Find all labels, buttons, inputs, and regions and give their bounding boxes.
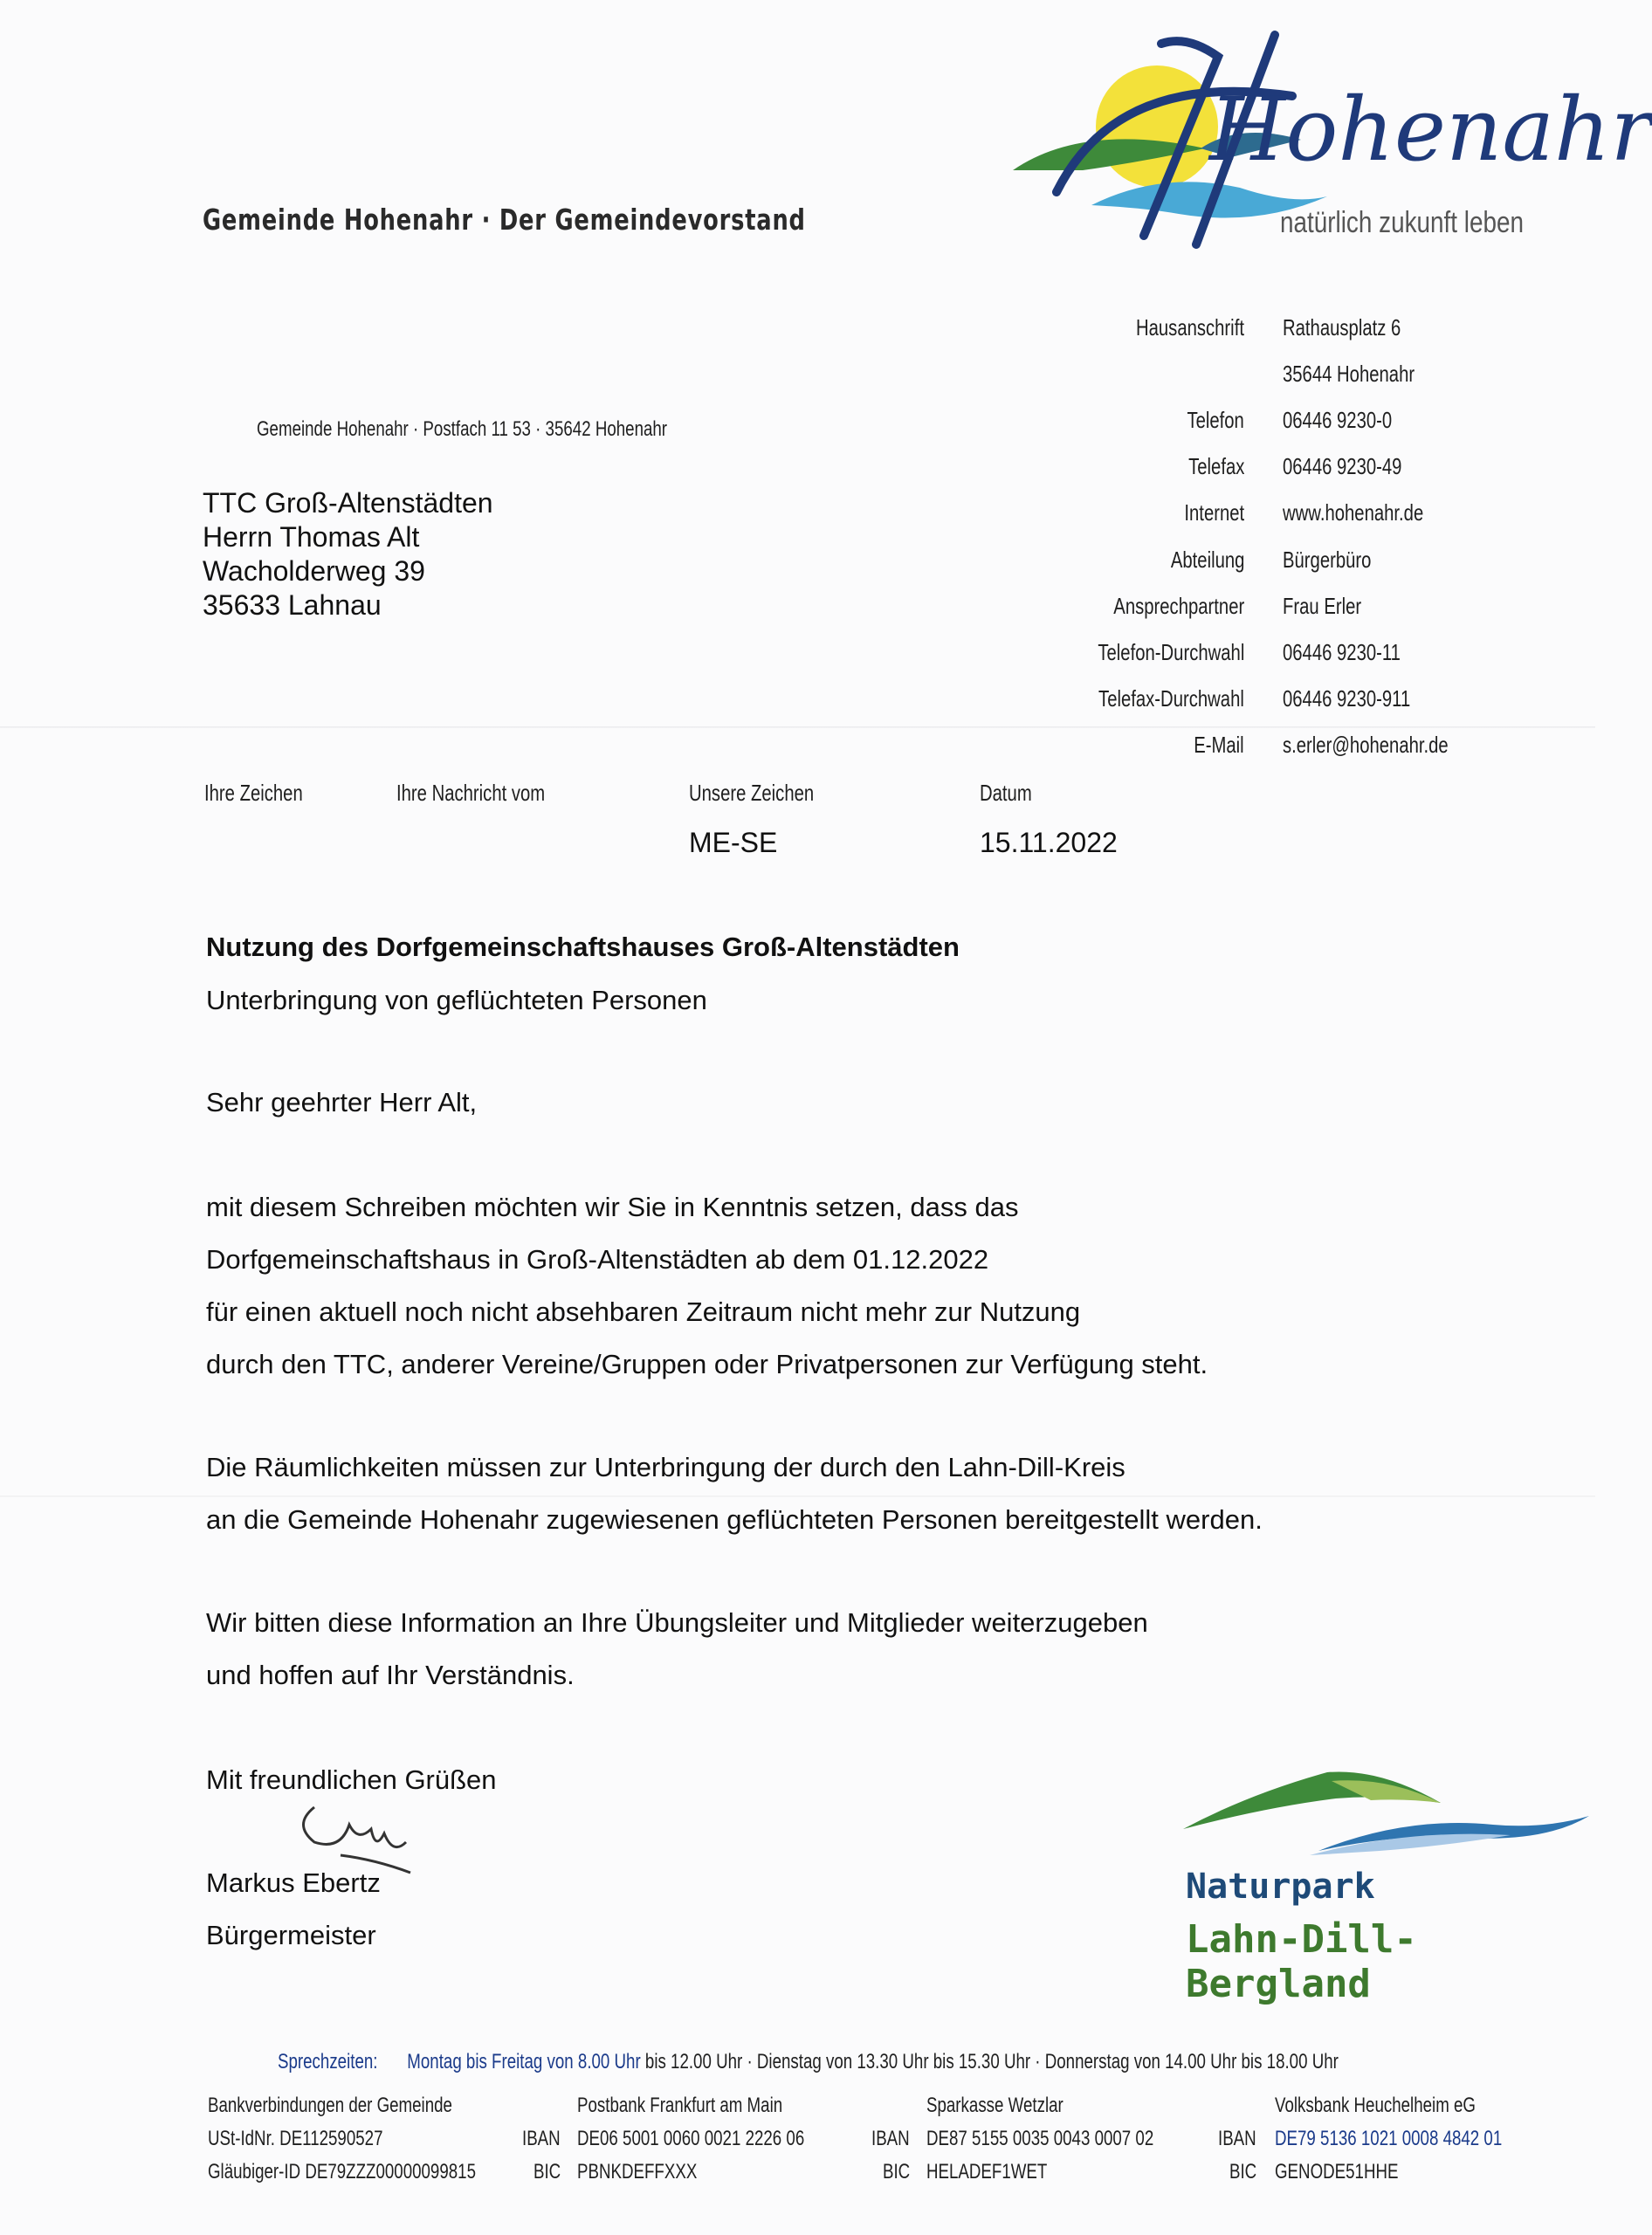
ihre-zeichen-label: Ihre Zeichen [204, 780, 303, 806]
paragraph-line: und hoffen auf Ihr Verständnis. [206, 1660, 575, 1690]
bic-value: HELADEF1WET [926, 2160, 1048, 2183]
bic-label: BIC [533, 2160, 561, 2183]
bic-value: GENODE51HHE [1275, 2160, 1399, 2183]
contact-label: Hausanschrift [1136, 314, 1244, 340]
recipient-line: Herrn Thomas Alt [203, 521, 420, 553]
contact-label: Ansprechpartner [1113, 593, 1244, 619]
iban-label: IBAN [1218, 2127, 1256, 2150]
iban-value: DE06 5001 0060 0021 2226 06 [577, 2127, 805, 2150]
email-link[interactable]: s.erler@hohenahr.de [1283, 732, 1449, 758]
sprechzeiten-row [278, 2050, 1339, 2074]
contact-value: Frau Erler [1283, 593, 1362, 619]
recipient-line: Wacholderweg 39 [203, 555, 425, 587]
signer-role: Bürgermeister [206, 1920, 376, 1950]
recipient-address [203, 486, 493, 622]
logo-tagline: natürlich zukunft leben [1280, 206, 1524, 239]
contact-label: Telefax-Durchwahl [1098, 685, 1244, 712]
paragraph-line: an die Gemeinde Hohenahr zugewiesenen geflüchteten Personen bereitgestellt werden. [206, 1504, 1263, 1535]
contact-labels [960, 314, 1244, 768]
bank-name: Sparkasse Wetzlar [926, 2094, 1063, 2117]
footer-line: USt-IdNr. DE112590527 [208, 2127, 383, 2150]
contact-value: 06446 9230-49 [1283, 453, 1402, 479]
contact-label: Telefon [1187, 407, 1244, 433]
paragraph-line: Die Räumlichkeiten müssen zur Unterbringung der durch den Lahn-Dill-Kreis [206, 1452, 1125, 1482]
bank-name: Postbank Frankfurt am Main [577, 2094, 783, 2117]
subject-title: Nutzung des Dorfgemeinschaftshauses Groß-Altenstädten [206, 932, 960, 962]
subject-subtitle: Unterbringung von geflüchteten Personen [206, 985, 707, 1015]
contact-value: Bürgerbüro [1283, 547, 1372, 573]
paragraph-1 [206, 1181, 1208, 1391]
recipient-line: TTC Groß-Altenstädten [203, 487, 493, 519]
iban-label: IBAN [522, 2127, 561, 2150]
paragraph-line: Wir bitten diese Information an Ihre Übungsleiter und Mitglieder weiterzugeben [206, 1607, 1148, 1638]
bic-label: BIC [883, 2160, 911, 2183]
contact-value: 35644 Hohenahr [1283, 361, 1415, 387]
sprechzeiten-label: Sprechzeiten: [278, 2050, 378, 2073]
paragraph-2 [206, 1441, 1263, 1546]
contact-label: Abteilung [1170, 547, 1244, 573]
contact-value: 06446 9230-911 [1283, 685, 1411, 712]
contact-block [960, 314, 1572, 768]
bic-value: PBNKDEFFXXX [577, 2160, 698, 2183]
contact-label: Internet [1184, 499, 1244, 526]
contact-label: E-Mail [1194, 732, 1244, 758]
ihre-nachricht-label: Ihre Nachricht vom [396, 780, 546, 806]
naturpark-mountain-graphic [1179, 1746, 1589, 1860]
recipient-line: 35633 Lahnau [203, 589, 382, 621]
bank-name: Volksbank Heuchelheim eG [1275, 2094, 1476, 2117]
contact-label: Telefon-Durchwahl [1098, 639, 1244, 665]
website-link[interactable]: www.hohenahr.de [1283, 499, 1424, 526]
paragraph-3 [206, 1597, 1148, 1702]
unsere-zeichen-label: Unsere Zeichen [689, 780, 815, 806]
paragraph-line: mit diesem Schreiben möchten wir Sie in Kenntnis setzen, dass das [206, 1192, 1019, 1222]
contact-value: 06446 9230-11 [1283, 639, 1401, 665]
naturpark-line-1: Naturpark [1186, 1867, 1375, 1907]
sprechzeiten-bold: Montag bis Freitag von 8.00 Uhr [407, 2050, 641, 2073]
paragraph-line: für einen aktuell noch nicht absehbaren Zeitraum nicht mehr zur Nutzung [206, 1296, 1081, 1327]
contact-label: Telefax [1187, 453, 1244, 479]
naturpark-logo [1179, 1746, 1589, 2006]
iban-value: DE87 5155 0035 0043 0007 02 [926, 2127, 1154, 2150]
contact-value: Rathausplatz 6 [1283, 314, 1401, 340]
datum-label: Datum [980, 780, 1032, 806]
paragraph-line: durch den TTC, anderer Vereine/Gruppen oder Privatpersonen zur Verfügung steht. [206, 1349, 1208, 1379]
signer-name: Markus Ebertz [206, 1867, 381, 1898]
sprechzeiten-rest: bis 12.00 Uhr · Dienstag von 13.30 Uhr bis 15.30 Uhr · Donnerstag von 14.00 Uhr bis 18.00 Uhr [644, 2050, 1339, 2073]
footer-line: Gläubiger-ID DE79ZZZ00000099815 [208, 2160, 476, 2183]
naturpark-line-2: Lahn-Dill-Bergland [1186, 1917, 1417, 2006]
bic-label: BIC [1229, 2160, 1257, 2183]
iban-label: IBAN [871, 2127, 910, 2150]
hohenahr-logo [1013, 17, 1652, 253]
salutation: Sehr geehrter Herr Alt, [206, 1087, 478, 1118]
closing: Mit freundlichen Grüßen [206, 1764, 497, 1795]
logo-wordmark: Hohenahr [1209, 79, 1652, 181]
iban-value: DE79 5136 1021 0008 4842 01 [1275, 2127, 1503, 2150]
footer-line: Bankverbindungen der Gemeinde [208, 2094, 452, 2117]
return-address: Gemeinde Hohenahr · Postfach 11 53 · 35642 Hohenahr [257, 417, 668, 441]
paragraph-line: Dorfgemeinschaftshaus in Groß-Altenstädten ab dem 01.12.2022 [206, 1244, 989, 1275]
datum-value: 15.11.2022 [980, 827, 1118, 858]
unsere-zeichen-value: ME-SE [689, 827, 778, 858]
sender-title: Gemeinde Hohenahr · Der Gemeindevorstand [203, 203, 806, 237]
contact-value: 06446 9230-0 [1283, 407, 1393, 433]
contact-values [1283, 314, 1571, 768]
